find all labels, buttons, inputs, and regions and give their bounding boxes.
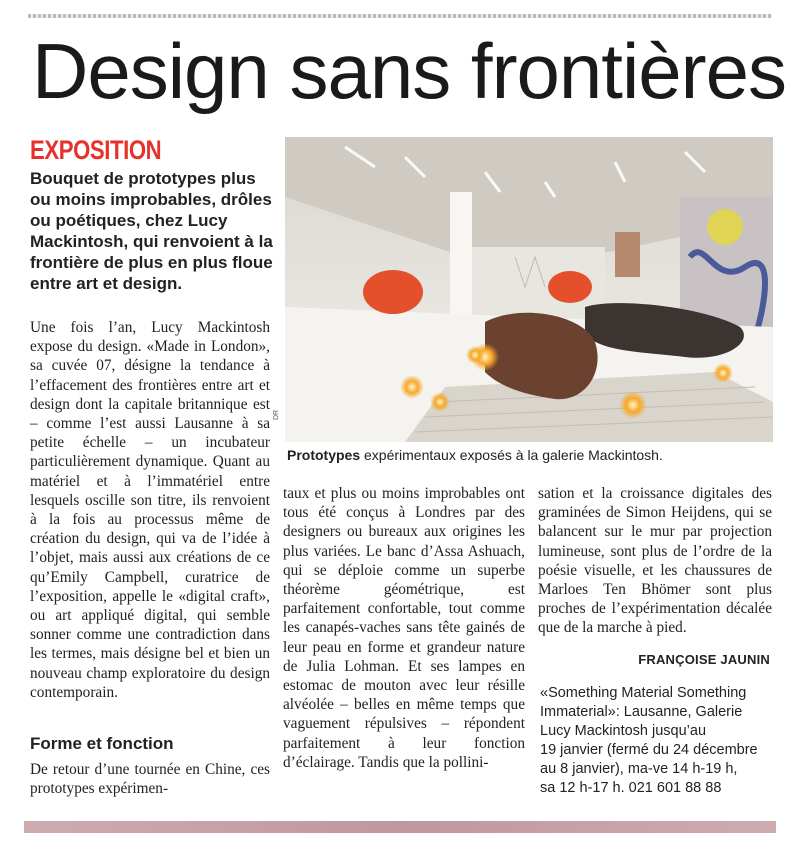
column-1b-text: De retour d’une tournée en Chine, ces prototypes expérimen- <box>30 761 270 798</box>
article-column-1 <box>30 318 270 702</box>
column-2-text: taux et plus ou moins improbables ont tous été conçus à Londres par des designers ou bureaux aux origines les plus variées. Le banc d’Assa Ashuach, qui se déploie comme un superbe théorème géométrique, est parfaitement confortable, tout comme les canapés-vaches sans tête gainés de leur peau en forme et grandeur nature de Julia Lohman. Et ses lampes en estomac de mouton avec leur résille alvéolée – belles en même temps que vaguement répulsives – répondent parfaitement à leur fonction d’éclairage. Tandis que la pollini- <box>283 485 525 771</box>
info-line: «Something Material Something <box>540 685 747 701</box>
info-line: au 8 janvier), ma-ve 14 h-19 h, <box>540 761 738 777</box>
subheading: Forme et fonction <box>30 734 174 753</box>
article-column-3 <box>538 484 772 638</box>
lede-paragraph: Bouquet de prototypes plus ou moins improbables, drôles ou poétiques, chez Lucy Mackintosh, qui renvoient à la frontière de plus en plus floue entre art et design. <box>30 169 273 293</box>
info-line: 19 janvier (fermé du 24 décembre <box>540 742 758 758</box>
column-1-text: Une fois l’an, Lucy Mackintosh expose du design. «Made in London», sa cuvée 07, désigne la tendance à l’effacement des frontières entre art et design dont la capitale britannique est – comme l’est aussi Lausanne à sa petite échelle – un incubateur particulièrement dynamique. Quant au matériel et à l’immatériel entre lesquels oscille son titre, ils renvoient à la fois au processus même de création du design, qui va de l’idée à l’objet, mais aussi aux créations de ce qu’Emily Campbell, curatrice de l’exposition, appelle le «digital craft», ou art appliqué digital, qui semble sonner comme une contradiction dans les termes, mais désigne bel et bien un nouveau champ exploratoire du design contemporain. <box>30 319 270 701</box>
section-kicker: EXPOSITION <box>30 135 162 165</box>
photo-credit: DR <box>273 409 280 420</box>
article-column-2 <box>283 484 525 772</box>
gallery-photo <box>285 137 773 442</box>
headline: Design sans frontières <box>32 27 787 115</box>
article-column-1-continued <box>30 760 270 798</box>
info-line: Lucy Mackintosh jusqu’au <box>540 723 707 739</box>
info-line: Immaterial»: Lausanne, Galerie <box>540 704 743 720</box>
info-line: sa 12 h-17 h. 021 601 88 88 <box>540 780 722 796</box>
caption-text: expérimentaux exposés à la galerie Mackintosh. <box>360 447 663 463</box>
photo-caption <box>287 447 663 463</box>
bottom-rule <box>24 821 776 833</box>
top-rule <box>28 14 772 18</box>
caption-lead: Prototypes <box>287 447 361 463</box>
author-signature: FRANÇOISE JAUNIN <box>638 652 770 667</box>
exhibition-info <box>540 684 772 798</box>
column-3-text: sation et la croissance digitales des graminées de Simon Heijdens, qui se balancent sur le mur par projection lumineuse, sont plus de l’ordre de la poésie visuelle, et les chaussures de Marloes Ten Bhömer sont plus proches de l’expérimentation décalée que de la marche à pied. <box>538 485 772 637</box>
